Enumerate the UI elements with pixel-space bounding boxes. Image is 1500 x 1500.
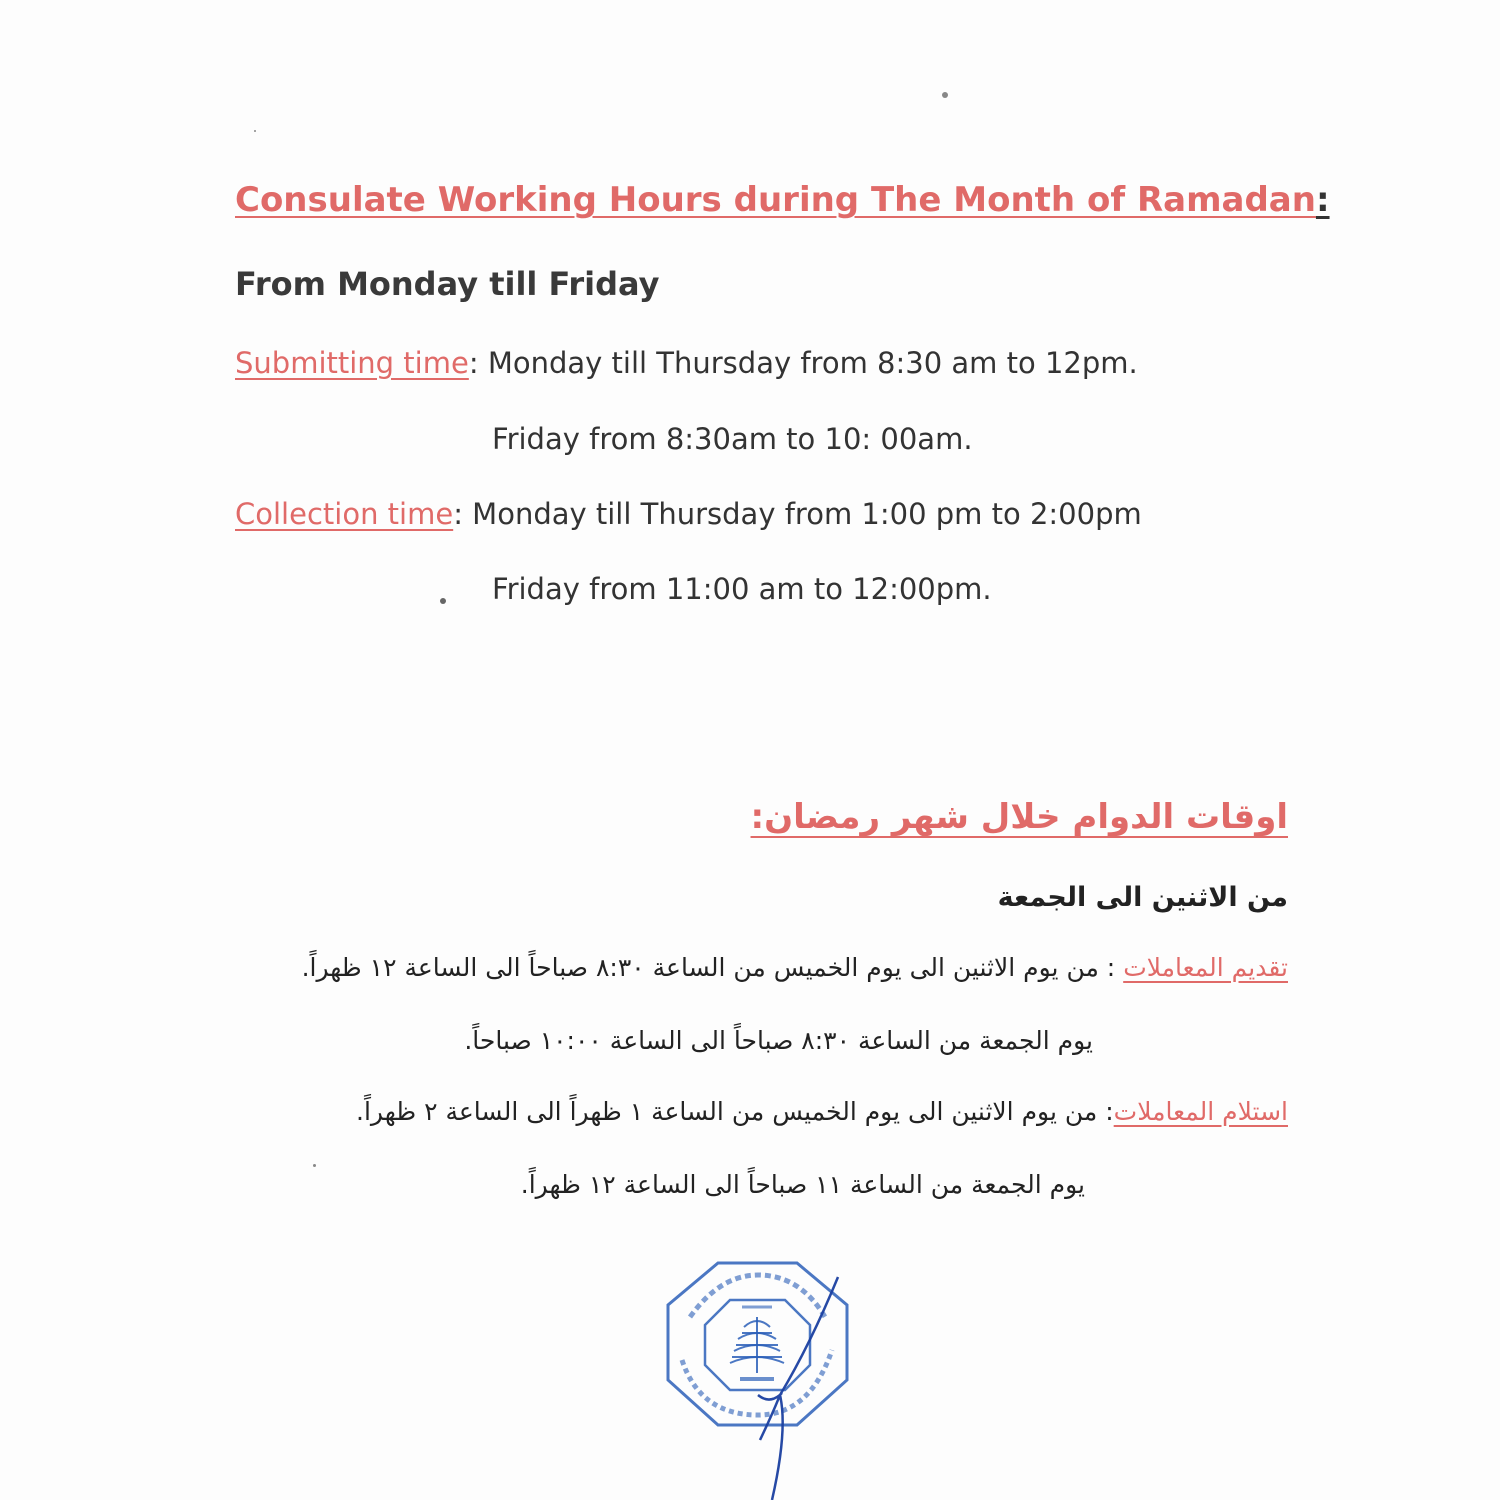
arabic-collection-label: استلام المعاملات bbox=[1113, 1097, 1288, 1126]
scan-speck bbox=[440, 598, 446, 604]
collection-time-line bbox=[235, 497, 1142, 531]
arabic-submitting-line bbox=[302, 953, 1288, 982]
collection-friday-line: Friday from 11:00 am to 12:00pm. bbox=[492, 572, 992, 606]
arabic-submitting-weekdays: : من يوم الاثنين الى يوم الخميس من الساعة ٨:٣٠ صباحاً الى الساعة ١٢ ظهراً. bbox=[301, 953, 1124, 982]
english-title-colon: : bbox=[1315, 180, 1330, 220]
scan-speck bbox=[942, 92, 948, 98]
english-title-text: Consulate Working Hours during The Month of Ramadan bbox=[235, 180, 1316, 220]
arabic-submitting-friday: يوم الجمعة من الساعة ٨:٣٠ صباحاً الى الساعة ١٠:٠٠ صباحاً. bbox=[464, 1026, 1093, 1055]
cedar-icon bbox=[730, 1317, 784, 1373]
arabic-collection-friday: يوم الجمعة من الساعة ١١ صباحاً الى الساعة ١٢ ظهراً. bbox=[520, 1170, 1085, 1199]
scan-speck bbox=[254, 130, 256, 132]
english-subheading: From Monday till Friday bbox=[235, 265, 660, 303]
collection-time-label: Collection time bbox=[235, 497, 454, 531]
collection-weekdays-text: : Monday till Thursday from 1:00 pm to 2:00pm bbox=[453, 497, 1142, 531]
arabic-collection-weekdays: : من يوم الاثنين الى يوم الخميس من الساعة ١ ظهراً الى الساعة ٢ ظهراً. bbox=[356, 1097, 1114, 1126]
arabic-title: اوقات الدوام خلال شهر رمضان: bbox=[750, 797, 1288, 837]
submitting-weekdays-text: : Monday till Thursday from 8:30 am to 12pm. bbox=[468, 346, 1138, 380]
scan-speck bbox=[313, 1164, 316, 1167]
submitting-time-label: Submitting time bbox=[235, 346, 469, 380]
arabic-collection-line bbox=[356, 1097, 1288, 1126]
arabic-subheading: من الاثنين الى الجمعة bbox=[997, 882, 1288, 913]
english-title bbox=[235, 180, 1330, 220]
submitting-friday-line: Friday from 8:30am to 10: 00am. bbox=[492, 422, 973, 456]
arabic-submitting-label: تقديم المعاملات bbox=[1123, 953, 1288, 982]
stamp-arabic-band bbox=[690, 1275, 825, 1317]
submitting-time-line bbox=[235, 346, 1138, 380]
signature bbox=[758, 1277, 838, 1500]
consulate-stamp bbox=[660, 1255, 855, 1500]
